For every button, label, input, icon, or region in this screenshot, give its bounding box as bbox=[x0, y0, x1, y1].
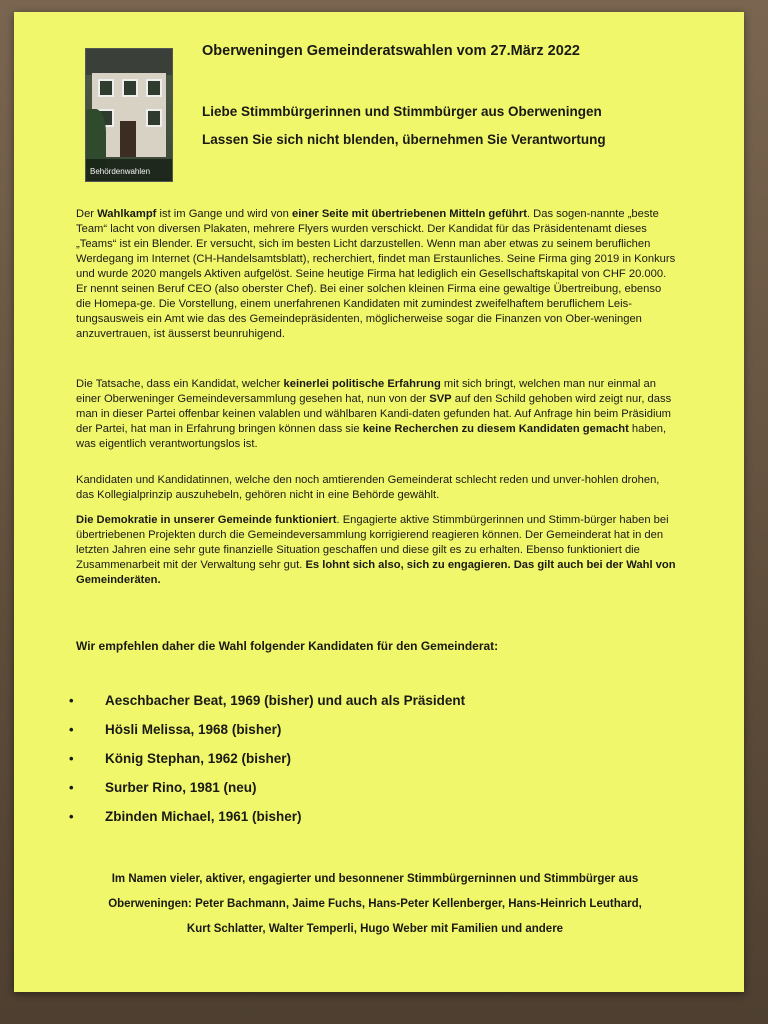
photo-window bbox=[98, 79, 114, 97]
candidate-item bbox=[69, 686, 465, 715]
greeting-line: Liebe Stimmbürgerinnen und Stimmbürger aus Oberweningen bbox=[202, 104, 602, 119]
signature-line: Kurt Schlatter, Walter Temperli, Hugo Weber mit Familien und andere bbox=[186, 923, 564, 935]
candidate-item bbox=[69, 744, 465, 773]
photo-window bbox=[146, 79, 162, 97]
house-photo bbox=[85, 48, 173, 182]
body-text: . Das sogen-nannte „beste Team“ lacht von diversen Plakaten, mehrere Flyers wurden verschickt. Der Kandidat für das Präsidentenamt dieses „Teams“ ist ein Blender. Er versucht, sich im besten Licht darzustellen. Wenn man aber etwas zu seinem beruflichen Werdegang im Internet (CH-Handelsamtsblatt), recherchiert, findet man Erstaunliches. Seine Firma ging 2019 in Konkurs und wurde 2020 mangels Aktiven aufgelöst. Seine heutige Firma hat lediglich ein Gesellschaftskapital von CHF 20.000. Er nennt seinen Beruf CEO (also oberster Chef). Bei einer solchen kleinen Firma eine gewaltige Übertreibung, ebenso die Homepa-ge. Die Vorstellung, einem unerfahrenen Kandidaten mit zumindest zweifelhaftem beruflichem Leis-tungsausweis ein Amt wie das des Gemeindepräsidenten, möglicherweise sogar die Finanzen von Ober-weningen anzuvertrauen, ist äusserst beunruhigend. bbox=[76, 208, 676, 340]
paragraph-collegiality bbox=[76, 473, 676, 503]
body-text: Der bbox=[76, 208, 98, 220]
signature-line: Oberweningen: Peter Bachmann, Jaime Fuchs, Hans-Peter Kellenberger, Hans-Heinrich Leuthard, bbox=[108, 898, 642, 910]
bullet-icon: • bbox=[69, 722, 74, 737]
candidate-name: Aeschbacher Beat, 1969 (bisher) und auch als Präsident bbox=[105, 693, 466, 708]
photo-window bbox=[146, 109, 162, 127]
emphasis-text: Es lohnt sich also, sich zu engagieren. Das gilt auch bei der Wahl von Gemeinderäten. bbox=[76, 559, 676, 586]
document-title: Oberweningen Gemeinderatswahlen vom 27.März 2022 bbox=[202, 43, 580, 59]
candidate-item bbox=[69, 715, 465, 744]
photo-door bbox=[120, 121, 136, 157]
candidate-item bbox=[69, 773, 465, 802]
bullet-icon: • bbox=[69, 780, 74, 795]
candidate-list bbox=[69, 686, 465, 831]
bullet-icon: • bbox=[69, 751, 74, 766]
body-text: ist im Gange und wird von bbox=[156, 208, 292, 220]
candidate-item bbox=[69, 802, 465, 831]
photo-roof bbox=[86, 49, 172, 75]
body-text: haben, was eigentlich verantwortungslos ist. bbox=[76, 423, 667, 450]
emphasis-text: Die Demokratie in unserer Gemeinde funktioniert bbox=[76, 514, 337, 526]
bullet-icon: • bbox=[69, 693, 74, 708]
flyer-sheet bbox=[14, 12, 744, 992]
candidate-name: Zbinden Michael, 1961 (bisher) bbox=[105, 809, 302, 824]
body-text: . Engagierte aktive Stimmbürgerinnen und Stimm-bürger haben bei übertriebenen Projekten durch die Gemeindeversammlung korrigierend reagieren können. Der Gemeinderat hat in den letzten Jahren eine sehr gute finanzielle Situation geschaffen und diese gilt es zu erhalten. Ebenso funktioniert die Zusammenarbeit mit der Verwaltung sehr gut. bbox=[76, 514, 669, 571]
emphasis-text: SVP bbox=[429, 393, 452, 405]
candidate-name: Hösli Melissa, 1968 (bisher) bbox=[105, 722, 282, 737]
candidate-name: König Stephan, 1962 (bisher) bbox=[105, 751, 292, 766]
body-text: mit sich bringt, welchen man nur einmal an einer Oberweninger Gemeindeversammlung gesehen hat, nun von der bbox=[76, 378, 656, 405]
slogan-line: Lassen Sie sich nicht blenden, übernehmen Sie Verantwortung bbox=[202, 132, 606, 147]
body-text: Die Tatsache, dass ein Kandidat, welcher bbox=[76, 378, 284, 390]
signature-line: Im Namen vieler, aktiver, engagierter und besonnener Stimmbürgerninnen und Stimmbürger aus bbox=[111, 873, 639, 885]
recommendation-heading: Wir empfehlen daher die Wahl folgender Kandidaten für den Gemeinderat: bbox=[76, 639, 499, 653]
emphasis-text: keinerlei politische Erfahrung bbox=[283, 378, 441, 390]
photo-caption: Behördenwahlen bbox=[90, 167, 151, 176]
signature-block bbox=[70, 867, 680, 942]
paragraph-democracy bbox=[76, 513, 676, 588]
candidate-name: Surber Rino, 1981 (neu) bbox=[105, 780, 257, 795]
bullet-icon: • bbox=[69, 809, 74, 824]
emphasis-text: einer Seite mit übertriebenen Mitteln geführt bbox=[291, 208, 527, 220]
paragraph-candidate bbox=[76, 377, 676, 452]
body-text: auf den Schild gehoben wird zeigt nur, dass man in dieser Partei offenbar keinen valablen und wählbaren Kandi-daten gefunden hat. Auf Anfrage hin beim Präsidium der Partei, hat man in Erfahrung bringen können dass sie bbox=[76, 393, 672, 435]
paragraph-campaign bbox=[76, 207, 676, 342]
photo-window bbox=[122, 79, 138, 97]
body-text: Kandidaten und Kandidatinnen, welche den noch amtierenden Gemeinderat schlecht reden und unver-hohlen drohen, das Kollegialprinzip auszuhebeln, gehören nicht in eine Behörde gewählt. bbox=[76, 474, 660, 501]
emphasis-text: keine Recherchen zu diesem Kandidaten gemacht bbox=[362, 423, 629, 435]
emphasis-text: Wahlkampf bbox=[97, 208, 157, 220]
